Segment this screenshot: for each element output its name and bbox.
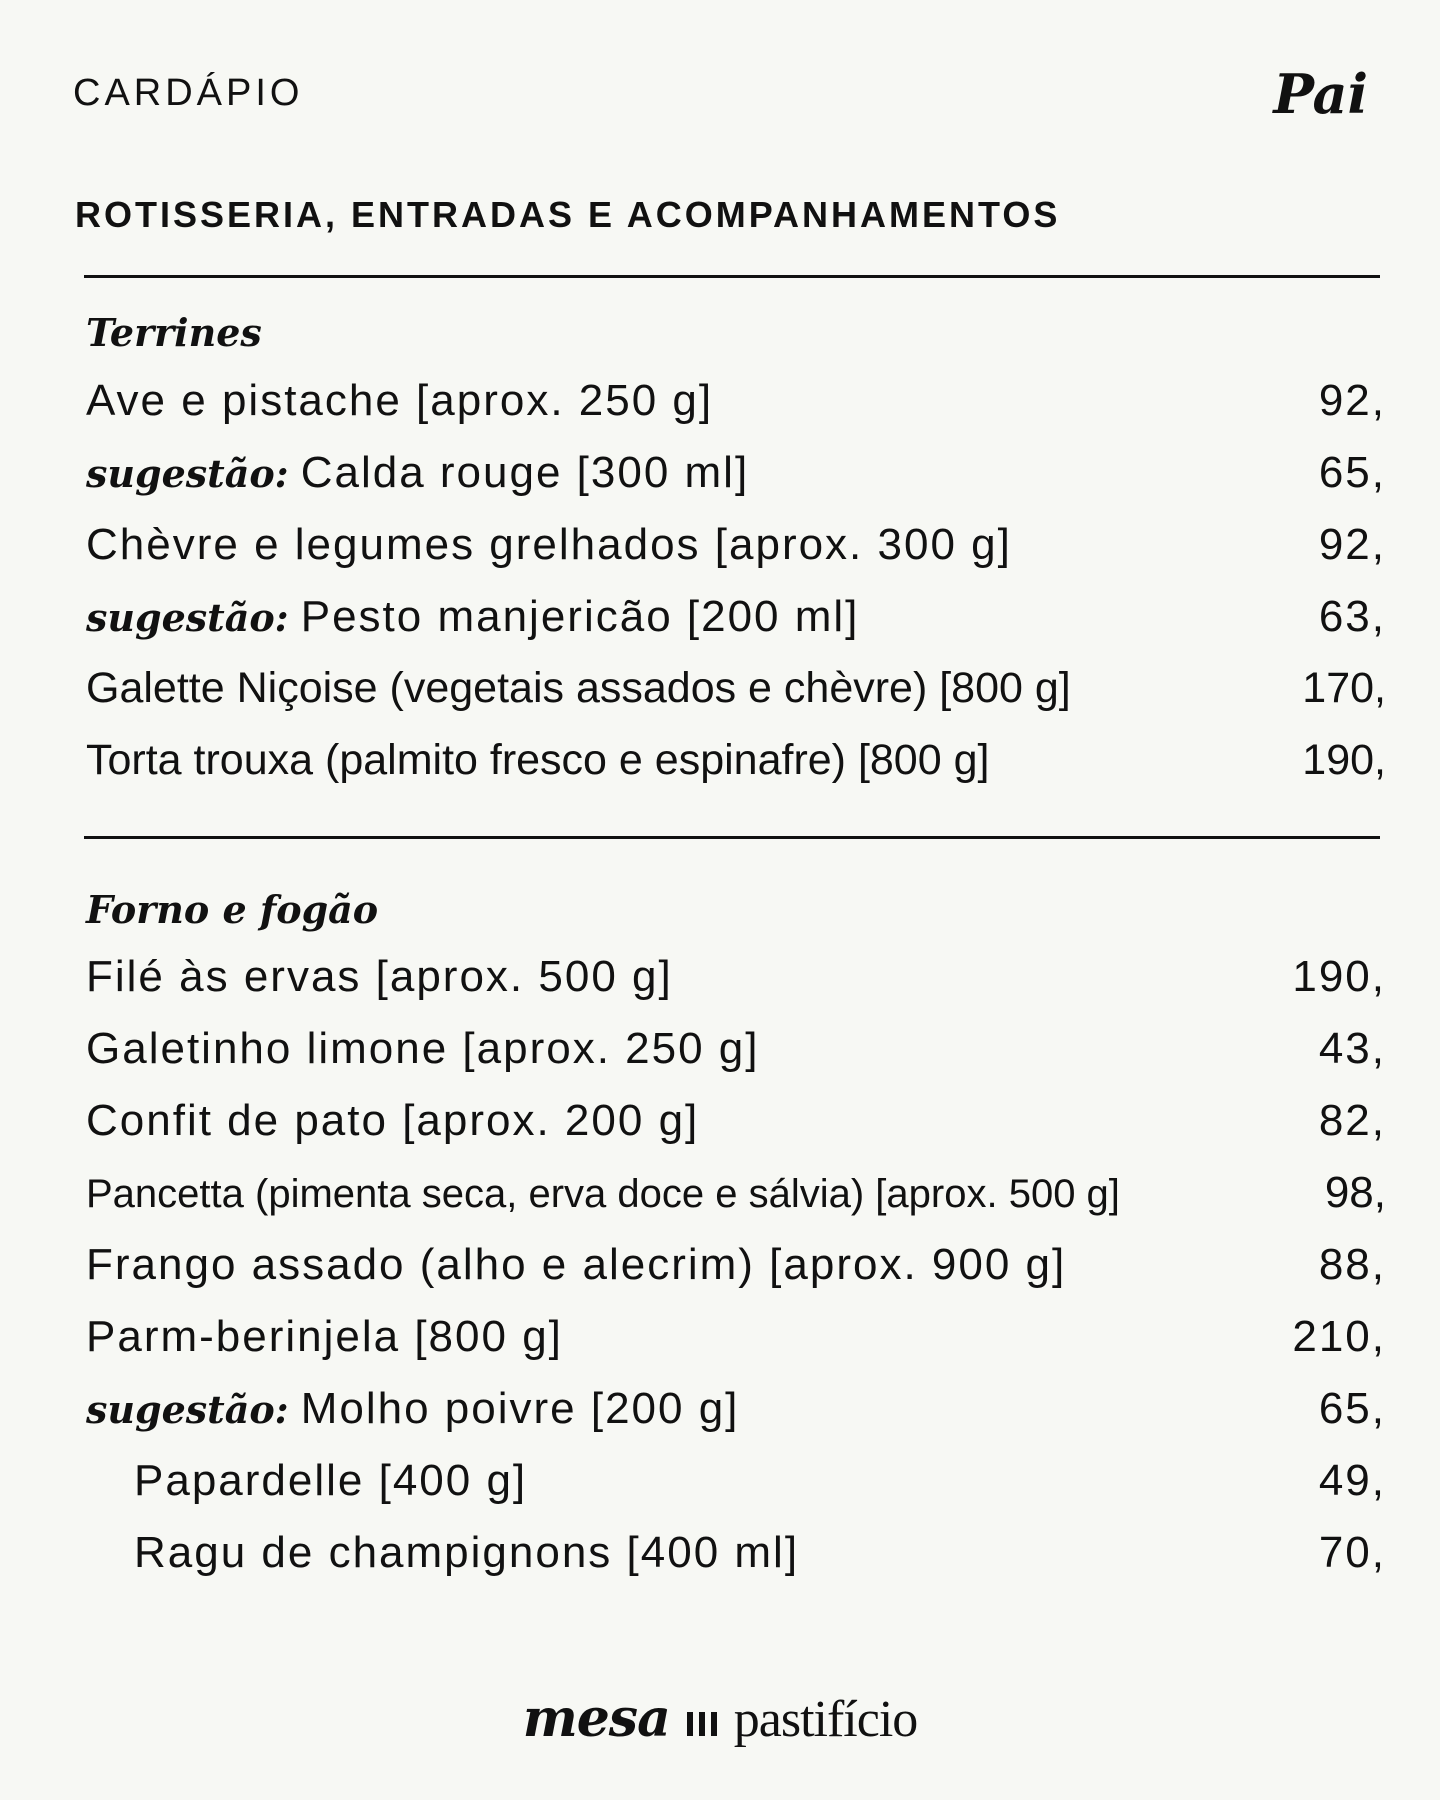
item-name: Filé às ervas [aprox. 500 g] [86, 952, 673, 1001]
item-price: 98, [1324, 1168, 1386, 1217]
divider-middle [84, 836, 1380, 839]
menu-header-label: CARDÁPIO [73, 72, 304, 114]
suggestion-prefix: sugestão: [86, 1387, 289, 1432]
menu-item [86, 1024, 1386, 1084]
item-name: Papardelle [400 g] [134, 1456, 528, 1505]
group-title-terrines: Terrines [86, 310, 262, 355]
item-name: Chèvre e legumes grelhados [aprox. 300 g] [86, 520, 1012, 569]
item-price: 82, [1318, 1096, 1386, 1145]
item-price: 92, [1318, 520, 1386, 569]
menu-item [86, 592, 1386, 652]
menu-item [86, 952, 1386, 1012]
menu-item [86, 448, 1386, 508]
item-name: Galette Niçoise (vegetais assados e chèvre) [800 g] [86, 664, 1071, 712]
item-name: Ragu de champignons [400 ml] [134, 1528, 800, 1577]
item-price: 65, [1318, 1384, 1386, 1433]
suggestion-prefix: sugestão: [86, 451, 289, 496]
item-name: Pesto manjericão [200 ml] [300, 592, 860, 641]
divider-top [84, 275, 1380, 278]
group-title-forno-e-fogao: Forno e fogão [86, 887, 379, 932]
menu-item [86, 520, 1386, 580]
item-name: Torta trouxa (palmito fresco e espinafre) [800 g] [86, 736, 990, 784]
footer-bars-icon [684, 1689, 720, 1749]
item-price: 210, [1292, 1312, 1386, 1361]
menu-item [86, 376, 1386, 436]
item-name: Molho poivre [200 g] [300, 1384, 740, 1433]
item-price: 170, [1302, 664, 1386, 712]
item-name: Frango assado (alho e alecrim) [aprox. 900 g] [86, 1240, 1067, 1289]
item-price: 43, [1318, 1024, 1386, 1073]
brand-name: Pai [1273, 62, 1368, 126]
item-name: Parm-berinjela [800 g] [86, 1312, 563, 1361]
menu-item [86, 1456, 1386, 1516]
item-price: 49, [1318, 1456, 1386, 1505]
menu-item [86, 736, 1386, 796]
item-price: 63, [1318, 592, 1386, 641]
item-name: Ave e pistache [aprox. 250 g] [86, 376, 714, 425]
item-price: 65, [1318, 448, 1386, 497]
item-price: 190, [1292, 952, 1386, 1001]
item-price: 190, [1302, 736, 1386, 784]
section-title: ROTISSERIA, ENTRADAS E ACOMPANHAMENTOS [75, 194, 1061, 235]
menu-item [86, 1168, 1386, 1228]
item-price: 70, [1318, 1528, 1386, 1577]
item-name: Confit de pato [aprox. 200 g] [86, 1096, 700, 1145]
footer-brand-mesa: mesa [522, 1688, 670, 1749]
item-name: Calda rouge [300 ml] [300, 448, 750, 497]
item-name: Pancetta (pimenta seca, erva doce e sálvia) [aprox. 500 g] [86, 1172, 1120, 1216]
item-price: 88, [1318, 1240, 1386, 1289]
menu-item [86, 1312, 1386, 1372]
item-name: Galetinho limone [aprox. 250 g] [86, 1024, 760, 1073]
item-price: 92, [1318, 376, 1386, 425]
menu-item [86, 1096, 1386, 1156]
menu-item [86, 1240, 1386, 1300]
footer-logo [0, 1688, 1440, 1755]
menu-item [86, 1528, 1386, 1588]
footer-brand-pastificio: pastifício [733, 1691, 918, 1748]
suggestion-prefix: sugestão: [86, 595, 289, 640]
menu-item [86, 664, 1386, 724]
menu-item [86, 1384, 1386, 1444]
